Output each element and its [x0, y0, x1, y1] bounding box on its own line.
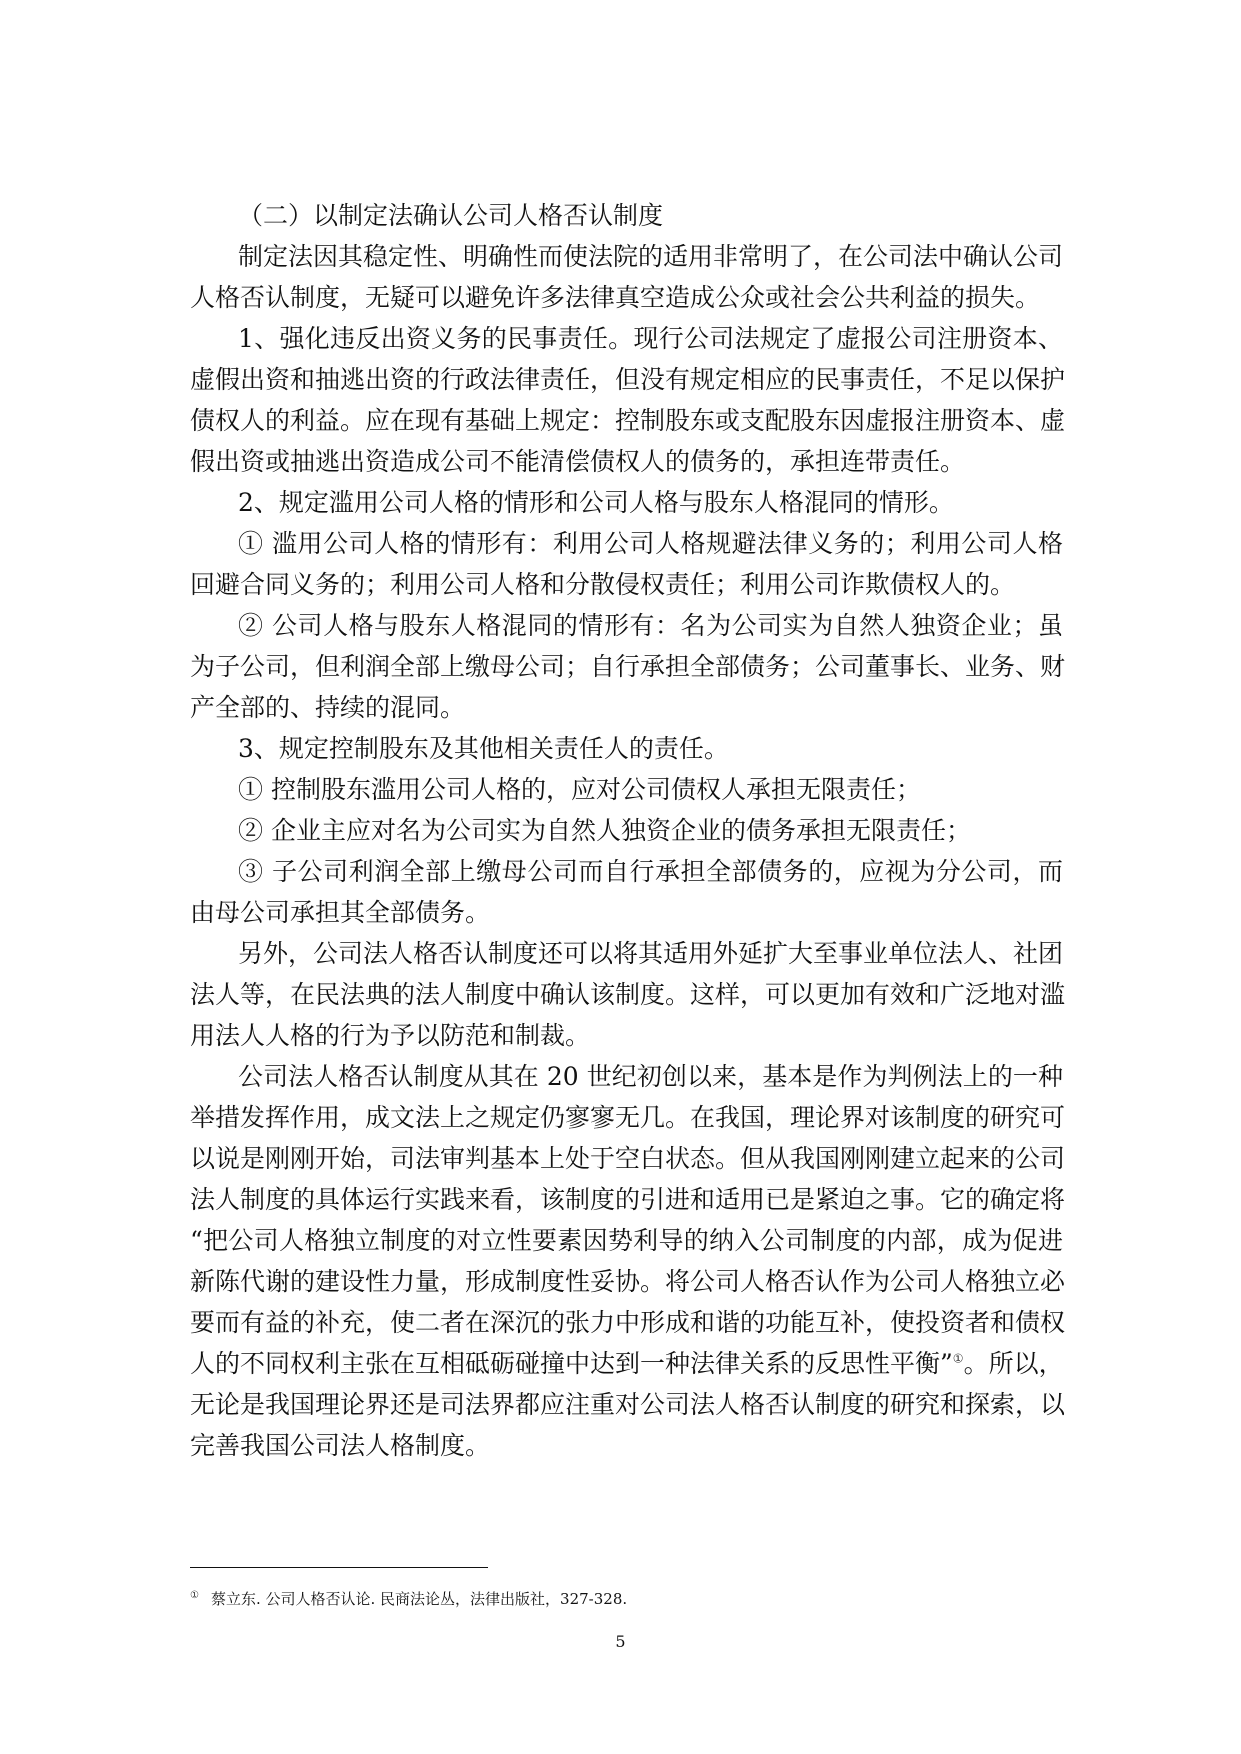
- text-line: 无论是我国理论界还是司法界都应注重对公司法人格否认制度的研究和探索，以: [190, 1390, 1066, 1419]
- text-line: 3、规定控制股东及其他相关责任人的责任。: [238, 734, 729, 763]
- text-line: ① 控制股东滥用公司人格的，应对公司债权人承担无限责任；: [238, 775, 921, 804]
- text-line: 由母公司承担其全部债务。: [190, 898, 491, 927]
- text-line: 产全部的、持续的混同。: [190, 693, 466, 722]
- text-line: 另外，公司法人格否认制度还可以将其适用外延扩大至事业单位法人、社团: [238, 939, 1064, 968]
- text-line: 为子公司，但利润全部上缴母公司；自行承担全部债务；公司董事长、业务、财: [190, 652, 1066, 681]
- footnote: [190, 1586, 627, 1609]
- text-line: 人格否认制度，无疑可以避免许多法律真空造成公众或社会公共利益的损失。: [190, 283, 1041, 312]
- text-line: ① 滥用公司人格的情形有：利用公司人格规避法律义务的；利用公司人格: [238, 529, 1063, 558]
- text-line: 举措发挥作用，成文法上之规定仍寥寥无几。在我国，理论界对该制度的研究可: [190, 1103, 1066, 1132]
- text-line: 法人制度的具体运行实践来看，该制度的引进和适用已是紧迫之事。它的确定将: [190, 1185, 1066, 1214]
- footnote-reference[interactable]: ①: [952, 1351, 964, 1366]
- text-segment: 。所以，: [963, 1349, 1064, 1378]
- footnote-text: 蔡立东. 公司人格否认论. 民商法论丛，法律出版社，327-328.: [210, 1590, 628, 1608]
- text-line-with-note: [190, 1343, 1063, 1384]
- text-line: 法人等，在民法典的法人制度中确认该制度。这样，可以更加有效和广泛地对滥: [190, 980, 1066, 1009]
- text-line: ③ 子公司利润全部上缴母公司而自行承担全部债务的，应视为分公司，而: [238, 857, 1063, 886]
- body-text: [190, 195, 1066, 1466]
- text-line: 以说是刚刚开始，司法审判基本上处于空白状态。但从我国刚刚建立起来的公司: [190, 1144, 1066, 1173]
- text-line: 假出资或抽逃出资造成公司不能清偿债权人的债务的，承担连带责任。: [190, 447, 966, 476]
- text-line: 债权人的利益。应在现有基础上规定：控制股东或支配股东因虚报注册资本、虚: [190, 406, 1066, 435]
- text-segment: 人的不同权利主张在互相砥砺碰撞中达到一种法律关系的反思性平衡”: [190, 1349, 953, 1378]
- text-line: 回避合同义务的；利用公司人格和分散侵权责任；利用公司诈欺债权人的。: [190, 570, 1016, 599]
- footnote-marker: ①: [190, 1590, 199, 1601]
- text-line: 2、规定滥用公司人格的情形和公司人格与股东人格混同的情形。: [238, 488, 954, 517]
- text-line: “把公司人格独立制度的对立性要素因势利导的纳入公司制度的内部，成为促进: [190, 1226, 1063, 1255]
- text-line: ② 公司人格与股东人格混同的情形有：名为公司实为自然人独资企业；虽: [238, 611, 1063, 640]
- section-heading: （二）以制定法确认公司人格否认制度: [238, 201, 664, 230]
- page-number: 5: [615, 1632, 626, 1651]
- text-line: 1、强化违反出资义务的民事责任。现行公司法规定了虚报公司注册资本、: [238, 324, 1063, 353]
- footnote-divider: [190, 1567, 488, 1568]
- text-line: 虚假出资和抽逃出资的行政法律责任，但没有规定相应的民事责任，不足以保护: [190, 365, 1066, 394]
- text-line: ② 企业主应对名为公司实为自然人独资企业的债务承担无限责任；: [238, 816, 971, 845]
- text-line: 新陈代谢的建设性力量，形成制度性妥协。将公司人格否认作为公司人格独立必: [190, 1267, 1066, 1296]
- text-line: 制定法因其稳定性、明确性而使法院的适用非常明了，在公司法中确认公司: [238, 242, 1064, 271]
- text-line: 公司法人格否认制度从其在 20 世纪初创以来，基本是作为判例法上的一种: [238, 1062, 1063, 1091]
- text-line: 完善我国公司法人格制度。: [190, 1431, 491, 1460]
- text-line: 用法人人格的行为予以防范和制裁。: [190, 1021, 591, 1050]
- text-line: 要而有益的补充，使二者在深沉的张力中形成和谐的功能互补，使投资者和债权: [190, 1308, 1066, 1337]
